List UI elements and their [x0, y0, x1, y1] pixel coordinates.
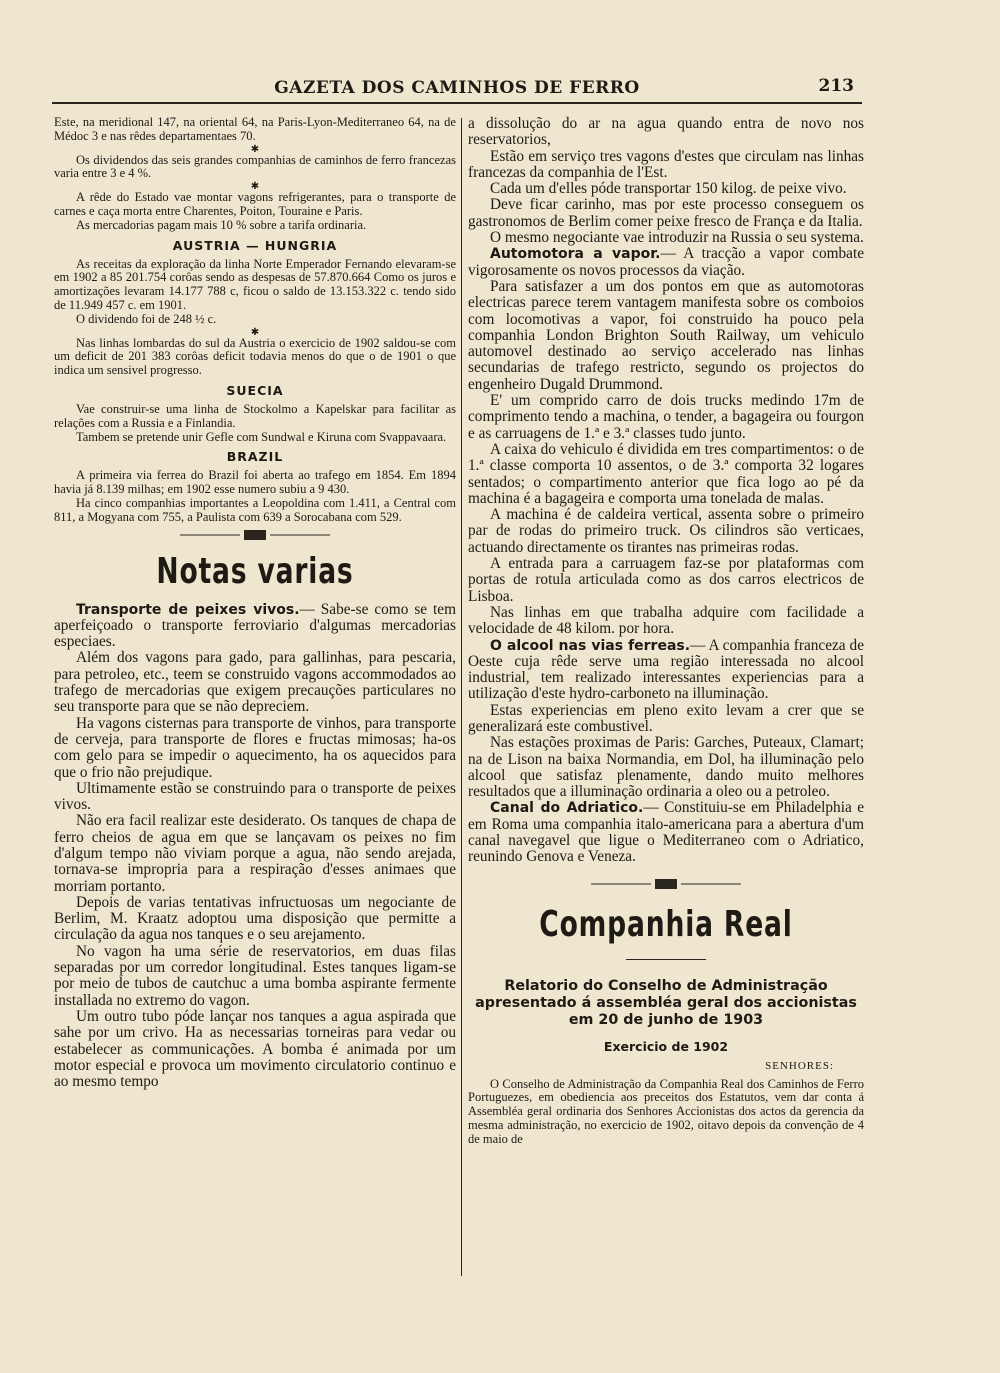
paragraph: Estas experiencias em pleno exito levam a crer que se generalizará este combustivel. [468, 701, 864, 735]
paragraph: Um outro tubo póde lançar nos tanques a agua aspirada que sahe por um crivo. Ha as necessarias torneiras para vedar ou estabelecer as communicações. A bomba é animada por um motor especial e provoca um movimento circulatorio continuo e ao mesmo tempo [54, 1007, 456, 1091]
ornament-divider-icon [180, 529, 330, 541]
paragraph: A entrada para a carruagem faz-se por plataformas com portas de rotula articulada como as dos carros electricos de Lisboa. [468, 555, 864, 605]
paragraph [54, 602, 456, 651]
paragraph: As mercadorias pagam mais 10 % sobre a tarifa ordinaria. [76, 217, 367, 232]
paragraph: No vagon ha uma série de reservatorios, em duas filas separadas por um corredor longitudinal. Estes tanques ligam-se por meio de tubos de cautchuc a uma bomba aspirante fermente installada no extremo do vagon. [54, 942, 456, 1009]
paragraph: Nas estações proximas de Paris: Garches, Puteaux, Clamart; na de Lison na baixa Normandia, em Dol, ha illuminação pelo alcool que satisfaz plenamente, dando muito melhores resultados que a illuminação ordinaria a oleo ou a petroleo. [468, 734, 864, 801]
lead-heading: Transporte de peixes vivos. [76, 601, 300, 618]
journal-title: GAZETA DOS CAMINHOS DE FERRO [274, 78, 640, 98]
companhia-real-title: Companhia Real [539, 903, 793, 945]
paragraph: Vae construir-se uma linha de Stockolmo a Kapelskar para facilitar as relações com a Russia e a Finlandia. [54, 401, 456, 430]
ornament-divider-icon [591, 878, 741, 890]
paragraph: a dissolução do ar na agua quando entra de novo nos reservatorios, [468, 115, 864, 149]
paragraph: A machina é de caldeira vertical, assenta sobre o primeiro par de rodas do primeiro truck. Os cilindros são verticaes, actuando directamente os tirantes nas primeiras rodas. [468, 506, 864, 556]
lead-heading: Canal do Adriatico. [490, 800, 644, 817]
asterisk-separator: ✱ [250, 143, 260, 155]
right-column [468, 116, 864, 1147]
salutation: SENHORES: [765, 1059, 834, 1072]
paragraph-text: — Constituiu-se em Philadelphia e em Roma uma companhia italo-americana para a abertura d'um canal navegavel que ligue o Mediterraneo com o Adriatico, reunindo Genova e Veneza. [468, 799, 864, 866]
paragraph: As receitas da exploração da linha Norte Emperador Fernando elevaram-se em 1902 a 85 201.754 corôas sendo as despesas de 57.870.664 Como os juros e amortizações levaram 14.177 788 c, ficou o saldo de 13.153.322 c. tendo sido de 11.949 457 c. em 1901. [54, 256, 456, 312]
paragraph: Depois de varias tentativas infructuosas um negociante de Berlim, M. Kraatz adoptou uma disposição que permitte a circulação da agua nos tanques e o seu arejamento. [54, 893, 456, 944]
page-header [52, 78, 862, 104]
page-number: 213 [818, 76, 854, 96]
paragraph: A rêde do Estado vae montar vagons refrigerantes, para o transporte de carnes e caça morta entre Charentes, Poiton, Touraine e Paris. [54, 190, 456, 218]
paragraph: A caixa do vehiculo é dividida em tres compartimentos: o de 1.ª classe comporta 10 assentos, o de 3.ª comporta 32 logares sentados; o compartimento anterior que fica logo ao pé da machina é a bagageira e comporta uma tonelada de malas. [468, 440, 864, 507]
section-heading-suecia: SUECIA [226, 382, 284, 398]
paragraph: O Conselho de Administração da Companhia Real dos Caminhos de Ferro Portuguezes, em obediencia aos preceitos dos Estatutos, vem dar conta á Assembléa geral ordinaria dos Senhores Accionistas dos actos da gerencia da mesma administração, no exercicio de 1902, oitavo depois da convenção de 4 de maio de [468, 1076, 864, 1146]
paragraph: E' um comprido carro de dois trucks medindo 17m de comprimento tendo a machina, o tender, a bagageira ou fourgon e as carruagens de 1.ª e 3.ª classes tudo junto. [468, 392, 864, 442]
paragraph: Cada um d'elles póde transportar 150 kilog. de peixe vivo. [490, 180, 847, 198]
paragraph: Além dos vagons para gado, para gallinhas, para pescaria, para petroleo, etc., teem se construido vagons accommodados ao trafego de mercadorias que exigem precauções particulares no seu transporte para que se não depreciem. [54, 649, 456, 716]
paragraph-text: — A companhia franceza de Oeste cuja rêde serve uma região interessada no alcool industrial, tem realizado interessantes experiencias para a utilização d'este hydro-carboneto na illuminação. [468, 636, 864, 703]
paragraph: Para satisfazer a um dos pontos em que as automotoras electricas parece terem vantagem manifesta sobre os comboios com locomotivas a vapor, foi construido ha pouco pela companhia London Brighton South Railway, um vehiculo automovel destinado ao serviço accelerado nas linhas secundarias de trafego restricto, segundo os projectos do engenheiro Dugald Drummond. [468, 277, 864, 393]
paragraph: A primeira via ferrea do Brazil foi aberta ao trafego em 1854. Em 1894 havia já 8.139 milhas; em 1902 esse numero subiu a 9 430. [54, 468, 456, 497]
paragraph [468, 246, 864, 279]
lead-heading: O alcool nas vias ferreas. [490, 637, 691, 654]
paragraph: Nas linhas lombardas do sul da Austria o exercicio de 1902 saldou-se com um deficit de 201 383 corôas deficit todavia menos do que o de 1901 o que indica um sensivel progresso. [54, 335, 456, 378]
paragraph: Ha vagons cisternas para transporte de vinhos, para transporte de cerveja, para transporte de flores e fructas mimosas; ha-os com gelo para se impedir o aquecimento, ha os aquecidos para que o frio não prejudique. [54, 714, 456, 781]
short-rule [626, 959, 706, 960]
paragraph [468, 800, 864, 865]
paragraph: O dividendo foi de 248 ½ c. [76, 311, 217, 326]
paragraph: Nas linhas em que trabalha adquire com facilidade a velocidade de 48 kilom. por hora. [468, 603, 864, 638]
paragraph: Não era facil realizar este desiderato. Os tanques de chapa de ferro cheios de agua em que se lançavam os peixes no fim d'algum tempo não viviam porque a agua, não sendo arejada, tornava-se impropria para a respiração d'esses animaes que morriam portanto. [54, 812, 456, 895]
report-title: Relatorio do Conselho de Administração apresentado á assembléa geral dos accionistas em 20 de junho de 1903 [475, 977, 857, 1028]
paragraph: Os dividendos das seis grandes companhias de caminhos de ferro francezas varia entre 3 e 4 %. [54, 152, 456, 181]
column-divider [461, 118, 462, 1276]
lead-heading: Automotora a vapor. [490, 246, 661, 263]
paragraph: Ha cinco companhias importantes a Leopoldina com 1.411, a Central com 811, a Mogyana com 755, a Paulista com 639 a Sorocabana com 529. [54, 495, 456, 524]
asterisk-separator: ✱ [250, 181, 260, 193]
paragraph-text: — Sabe-se como se tem aperfeiçoado o transporte ferroviario d'algumas mercadorias especiaes. [54, 600, 456, 651]
paragraph: Tambem se pretende unir Gefle com Sundwal e Kiruna com Svappavaara. [76, 429, 447, 444]
paragraph: Estão em serviço tres vagons d'estes que circulam nas linhas francezas da companhia de l'Est. [468, 147, 864, 181]
asterisk-separator: ✱ [250, 326, 260, 338]
section-heading-brazil: BRAZIL [226, 449, 284, 465]
paragraph: O mesmo negociante vae introduzir na Russia o seu systema. [490, 229, 864, 247]
paragraph [468, 638, 864, 703]
paragraph-text: — A tracção a vapor combate vigorosamente os novos processos da viação. [468, 245, 864, 279]
left-column [54, 116, 456, 1090]
section-heading-austria: AUSTRIA — HUNGRIA [172, 237, 338, 253]
paragraph: Este, na meridional 147, na oriental 64, na Paris-Lyon-Mediterraneo 64, na de Médoc 3 e nas rêdes departamentaes 70. [54, 115, 456, 143]
notas-varias-title: Notas varias [156, 550, 354, 592]
paragraph: Deve ficar carinho, mas por este processo conseguem os gastronomos de Berlim comer peixe fresco de França e da Italia. [468, 196, 864, 230]
paragraph: Ultimamente estão se construindo para o transporte de peixes vivos. [54, 779, 456, 814]
exercise-heading: Exercicio de 1902 [603, 1038, 729, 1054]
